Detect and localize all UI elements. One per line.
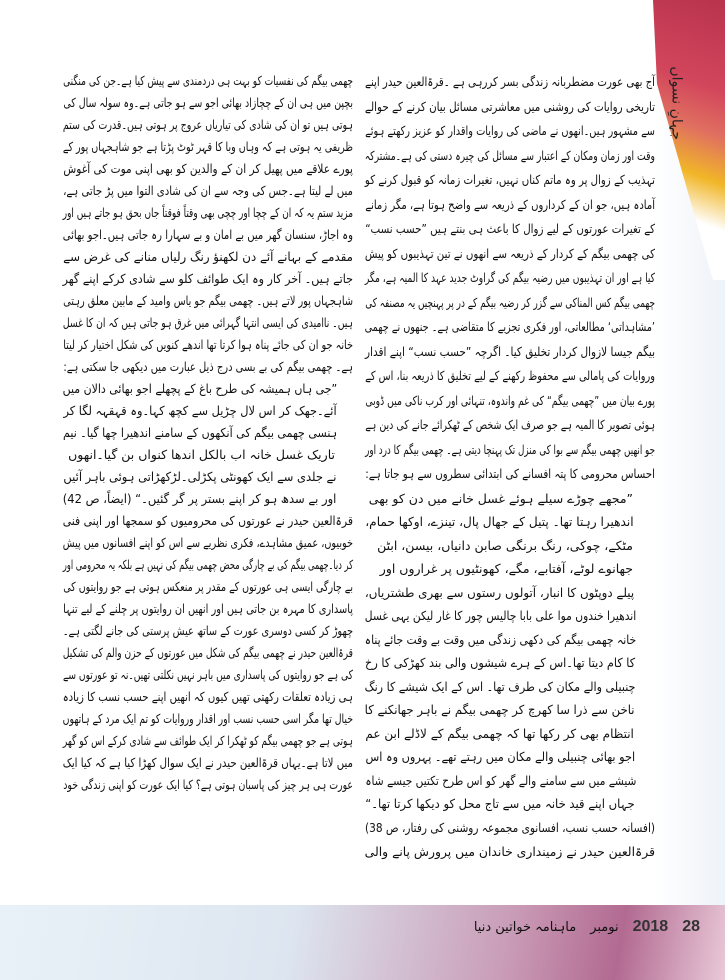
quote-line: مٹکے، چوکی، رنگ برنگی صابن دانیاں، بیسن، ابٹن bbox=[377, 537, 633, 553]
text-line: جاتے ہیں۔ آخر کار وہ ایک طوائف کلو سے شادی کرکے اپنے گھر bbox=[62, 271, 353, 286]
text-line: میں لاتا ہے۔یہاں قرۃالعین حیدر نے ایک سوال کھڑا کیا ہے کہ کیا ایک bbox=[62, 755, 353, 770]
issue-year: 2018 bbox=[632, 918, 669, 935]
quote-line: اجو بھائی چنبیلی والے مکان میں رہتے تھے۔ پہروں وہ اس bbox=[365, 749, 636, 764]
text-line: ہوتی ہے جو چھمی بیگم کو ٹھکرا کر ایک طوائف سے شادی کرکے اس کو گھر bbox=[62, 733, 353, 748]
section-title: جہانِ نسواں bbox=[669, 66, 685, 140]
text-line: پورے علاقے میں پھیل کر ان کے والدین کو بھی اپنی موت کی آغوش bbox=[63, 161, 354, 176]
text-line: خیال تھا مگر اسی حسب نسب اور اقدار وروایات کو تم ایک مرد کے ہاتھوں bbox=[62, 711, 353, 726]
text-line: مزید ستم یہ کہ ان کے چچا اور چچی بھی وقتاً فوقتاً جاں بحق ہو جاتے ہیں اور bbox=[62, 205, 354, 220]
quote-line: ”جی ہاں ہمیشہ کی طرح باغ کے پچھلے اجو بھائی دالان میں bbox=[62, 381, 338, 396]
text-line: جو انھیں چھمی بیگم سے بوا کی منزل تک پہنچا دیتی ہے۔ چھمی بیگم کا درد اور bbox=[365, 441, 655, 457]
issue-month: نومبر bbox=[590, 919, 619, 935]
text-line: کے تغیرات عورتوں کے لیے زوال کا باعث ہی بنتے ہیں ”حسب نسب“ bbox=[365, 221, 655, 236]
quote-line: ہنسی چھمی بیگم کی آنکھوں کے سامنے اندھیرا چھا گیا۔ نیم bbox=[63, 425, 338, 440]
text-line: سے مشہور ہیں۔انھوں نے ماضی کی روایات واقدار کو عزیز رکھتے ہوئے bbox=[365, 123, 655, 138]
text-line: عورت ہی ہر چیز کی پاسبان ہوتی ہے؟ کیا ایک عورت کو اپنی زندگی خود bbox=[63, 777, 353, 792]
text-line: چھمی بیگم کی نفسیات کو بہت ہی دردمندی سے پیش کیا ہے۔جن کی منگنی bbox=[63, 73, 353, 88]
quote-line: پیلے دوپٹوں کا انبار، آتولوں رستوں سے بھری طشتریاں، bbox=[364, 584, 635, 600]
text-line: بچپن میں ہی ان کے چچازاد بھائی اجو سے ہو جاتی ہے۔وہ سولہ سال کی bbox=[63, 95, 353, 110]
text-line: ہوتی ہیں تو ان کی شادی کی تیاریاں عروج پر ہوتی ہیں۔قدرت کی ستم bbox=[62, 117, 353, 132]
quote-line: نے جلدی سے ایک کھونٹی پکڑلی۔لڑکھڑاتی ہوئی باہر آئیں bbox=[63, 469, 337, 484]
text-line: مقدمے کے بہانے آئے دن لکھنؤ رنگ رلیاں منانے کی غرض سے bbox=[63, 249, 353, 264]
text-line: کی چھمی بیگم کے کردار کے ذریعہ سے انھوں نے تین تہذیبوں کو پیش bbox=[364, 245, 655, 261]
text-line: آمادہ ہیں، جو ان کے کرداروں کے ذریعہ سے واضح ہوتا ہے، مگر زمانے bbox=[365, 196, 655, 212]
text-line: ہیں۔ ناامیدی کی ایسی انتہا گہرائی میں غرق ہو جاتی ہیں کہ ان کا غسل bbox=[62, 315, 353, 330]
text-line: کی ہے جو روایتوں کی پاسداری میں باہر نہیں نکلتی تھیں۔نہ تو عورتوں سے bbox=[62, 667, 353, 682]
text-line: وہ اجاڑ، سنسان گھر میں بے امان و بے سہارا رہ جاتی ہیں۔اجو بھائی bbox=[62, 227, 354, 242]
text-line: بیگم جیسا لازوال کردار تخلیق کیا۔ اگرچہ ”حسب نسب“ اپنے اقدار bbox=[364, 343, 655, 359]
text-line: ہی زیادہ تعلقات رکھتی تھیں کیوں کہ انھیں اپنے حسب نسب کا زیادہ bbox=[62, 689, 354, 704]
quote-line: تاریک غسل خانہ اب بالکل اندھا کنواں بن گیا۔انھوں bbox=[68, 447, 335, 462]
footer-decoration bbox=[0, 905, 725, 980]
text-line: ’مشاہداتی‘ مطالعاتی، اور فکری تجزیے کا متقاضی ہے۔ جنھوں نے چھمی bbox=[364, 319, 655, 334]
quote-line: کا کام دیتا تھا۔اس کے ہرے شیشوں والی بند کھڑکی کا رخ bbox=[365, 655, 636, 670]
quote-line: خانہ چھمی بیگم کی دکھی زندگی میں وقت بے وقت جائے پناہ bbox=[364, 631, 637, 647]
text-line: پاسداری کا مہرہ بن جاتی ہیں اور انھیں ان روایتوں پر چلنے کے لیے تنہا bbox=[63, 601, 353, 616]
quote-line: آئے۔جھک کر اس لال چڑیل سے کچھ کہا۔وہ قہقہہ لگا کر bbox=[63, 403, 337, 418]
quote-line: جھانوے لوٹے، آفتابے، مگے، کھونٹیوں پر غراروں اور bbox=[379, 561, 633, 576]
text-line: چھمی بیگم کس المناکی سے گزر کر رضیہ بیگم کے در پر پہنچیں یہ مصنفہ کی bbox=[365, 294, 655, 310]
quote-line: چنبیلی والے مکان کی طرف تھا۔ اس کے ایک شیشے کا رنگ bbox=[364, 678, 636, 694]
text-line: قرۃالعین حیدر نے زمینداری خاندان میں پرورش پانے والی bbox=[364, 844, 655, 859]
text-line: ہے۔ چھمی بیگم کی بے بسی درج ذیل عبارت میں دیکھی جا سکتی ہے: bbox=[63, 359, 353, 374]
text-line: قرۃالعین حیدر نے چھمی بیگم کی شکل میں عورتوں کے حزن والم کی تشکیل bbox=[62, 645, 353, 660]
quote-line: جہاں اپنے قید خانہ میں سے تاج محل کو دیکھا کرتا تھا۔“ bbox=[365, 796, 635, 811]
text-line: تاریخی روایات کی روشنی میں معاشرتی مسائل بیان کرنے کے حوالے bbox=[364, 98, 655, 114]
text-line: وروایات کی پامالی سے محفوظ رکھنے کے لیے تخلیق کا ذریعہ بنا، اس کے bbox=[365, 368, 655, 383]
text-line: کیا ہے اور ان تہذیبوں میں رضیہ بیگم کی گراوٹ جدید عہد کا المیہ ہے، مگر bbox=[364, 270, 655, 285]
quote-line: اندھیرا رہتا تھا۔ پتیل کے جھال پال، تینزے، اوکھا حمام، bbox=[365, 514, 634, 529]
quote-line: ناخن سے ذرا سا کھرچ کر چھمی بیگم نے باہر جھانکنے کا bbox=[364, 702, 635, 717]
quote-line: انتظام بھی کر رکھا تھا کہ چھمی بیگم کے لاڈلے ابن عم bbox=[365, 725, 634, 741]
left-column bbox=[63, 70, 353, 796]
quote-line: شیشے میں سے سامنے والے گھر کو اس طرح تکتیں جیسے شاہ bbox=[365, 772, 637, 788]
quote-line: ”مجھے چوڑے سیلے ہوئے غسل خانے میں دن کو بھی bbox=[368, 490, 633, 506]
text-line: چھوڑ کر کسی دوسری عورت کے ساتھ عیش پرستی کی جانے لگتی ہے۔ bbox=[62, 623, 353, 638]
text-line: آج بھی عورت مضطربانہ زندگی بسر کررہی ہے ۔قرۃالعین حیدر اپنے bbox=[365, 74, 655, 89]
page-number: 28 bbox=[682, 918, 700, 935]
text-line: ظریفی یہ ہوتی ہے کہ وہاں وبا کا قہر ٹوٹ پڑتا ہے جو شاہجہاں پور کے bbox=[62, 139, 354, 154]
text-line: ہوئی تصویر کا المیہ ہے جو صرف ایک شخص کے ٹھکرائے جانے کی دین ہے bbox=[365, 417, 655, 432]
right-column bbox=[365, 70, 655, 865]
text-line: بے چارگی ایسی ہی عورتوں کے مقدر پر منعکس ہوتی ہے جو روایتوں کی bbox=[63, 579, 353, 594]
text-line: خوبیوں، عمیق مشاہدے، فکری نظریے سے اس کو اپنے افسانوں میں پیش bbox=[62, 535, 354, 550]
text-line: وقت اور زمان ومکان کے اعتبار سے مسائل کی چیرہ دستی کی ہے۔مشترکہ bbox=[364, 147, 655, 163]
text-line: کر دیا۔چھمی بیگم کی بے چارگی محض چھمی بیگم کی نہیں ہے بلکہ یہ محرومی اور bbox=[62, 557, 353, 572]
quote-line: اور بے سدھ ہو کر اپنے بستر پر گر گئیں۔“ (ایضاً، ص 42) bbox=[62, 491, 337, 506]
text-line: میں لے لیتا ہے۔جس کی وجہ سے ان کی شادی التوا میں پڑ جاتی ہے، bbox=[63, 183, 354, 198]
text-line: خانہ جو ان کی جائے پناہ ہوا کرتا تھا اندھے کنویں کی شکل اختیار کر لیتا bbox=[63, 337, 353, 352]
text-line: (افسانہ حسب نسب، افسانوی مجموعہ روشنی کی رفتار، ص 38) bbox=[365, 819, 655, 835]
text-line: پورے بیان میں ”چھمی بیگم“ کی غم واندوہ، تنہائی اور کرب ناکی میں ڈوبی bbox=[365, 392, 655, 408]
text-line: شاہجہاں پور لاتے ہیں۔ چھمی بیگم جو یاس وامید کے مابین معلق رہتی bbox=[63, 293, 354, 308]
quote-line: اندھیرا خندوں موا علی بابا چالیس چور کا غار لیکن یہی غسل bbox=[364, 608, 637, 623]
text-line: تہذیب کے زوال پر وہ ماتم کناں نہیں، تغیرات زمانہ کو قبول کرنے کو bbox=[364, 172, 655, 187]
text-line: قرۃالعین حیدر نے عورتوں کی محرومیوں کو سمجھا اور اپنی فنی bbox=[62, 513, 354, 528]
page-footer bbox=[400, 918, 700, 936]
text-line: احساس محرومی کا پتہ افسانے کی ابتدائی سطروں سے ہو جاتا ہے: bbox=[365, 466, 655, 481]
magazine-name: ماہنامہ خواتین دنیا bbox=[473, 919, 577, 935]
